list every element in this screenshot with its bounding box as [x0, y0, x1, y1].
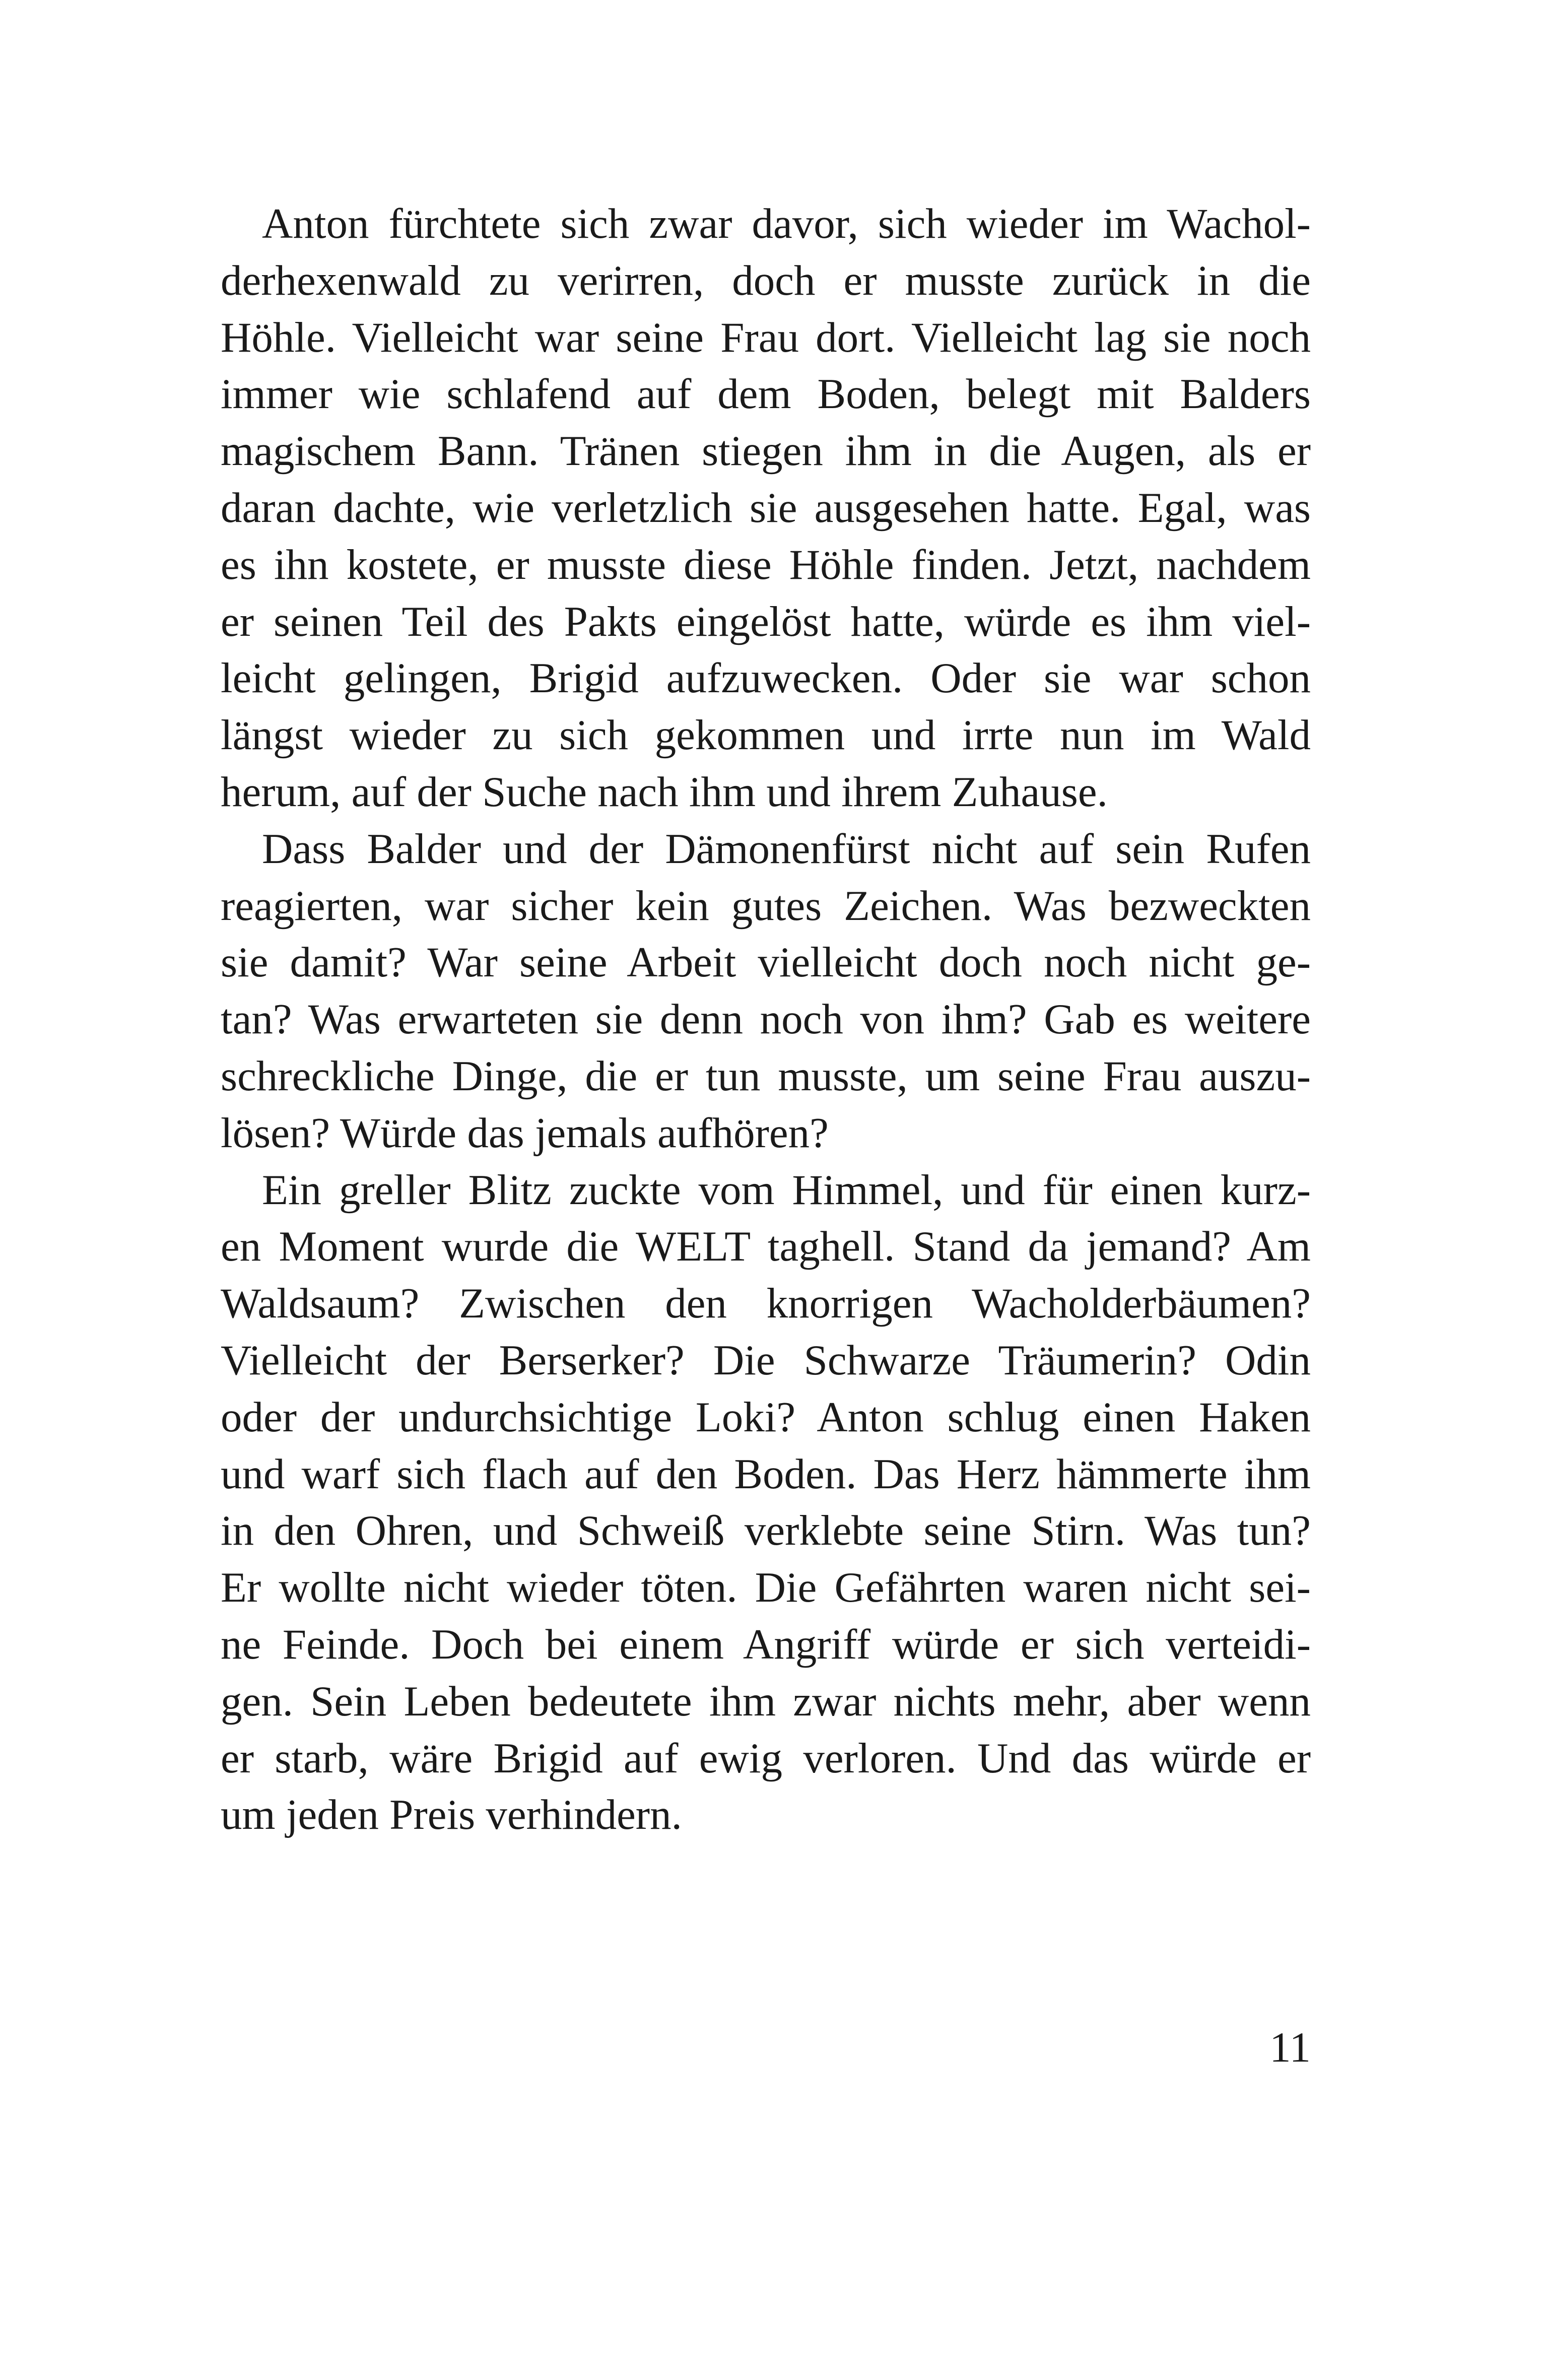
text-line: en Moment wurde die WELT taghell. Stand da jemand? Am [221, 1223, 1311, 1271]
text-line: daran dachte, wie verletzlich sie ausgesehen hatte. Egal, was [221, 484, 1311, 532]
text-line: derhexenwald zu verirren, doch er musste zurück in die [221, 256, 1311, 304]
text-line: schreckliche Dinge, die er tun musste, um seine Frau auszu- [221, 1052, 1311, 1100]
text-line: in den Ohren, und Schweiß verklebte seine Stirn. Was tun? [221, 1507, 1311, 1555]
page-number: 11 [1269, 2024, 1311, 2071]
text-line: immer wie schlafend auf dem Boden, belegt mit Balders [221, 370, 1311, 418]
paragraph-3 [221, 1162, 1311, 1844]
text-line: herum, auf der Suche nach ihm und ihrem Zuhause. [221, 768, 1108, 816]
text-line: magischem Bann. Tränen stiegen ihm in die Augen, als er [221, 427, 1311, 475]
text-line: leicht gelingen, Brigid aufzuwecken. Oder sie war schon [221, 654, 1311, 702]
body-text [221, 195, 1311, 1843]
text-line: lösen? Würde das jemals aufhören? [221, 1109, 829, 1157]
text-line: Dass Balder und der Dämonenfürst nicht auf sein Rufen [262, 825, 1311, 873]
text-line: Er wollte nicht wieder töten. Die Gefährten waren nicht sei- [221, 1564, 1311, 1612]
text-line: längst wieder zu sich gekommen und irrte nun im Wald [221, 711, 1311, 759]
text-line: Waldsaum? Zwischen den knorrigen Wacholderbäumen? [221, 1280, 1311, 1328]
text-line: es ihn kostete, er musste diese Höhle finden. Jetzt, nachdem [221, 541, 1311, 588]
text-line: Ein greller Blitz zuckte vom Himmel, und für einen kurz- [262, 1166, 1311, 1214]
text-line: Anton fürchtete sich zwar davor, sich wieder im Wachol- [262, 200, 1311, 247]
text-line: reagierten, war sicher kein gutes Zeichen. Was bezweckten [221, 882, 1311, 930]
text-line: gen. Sein Leben bedeutete ihm zwar nichts mehr, aber wenn [221, 1677, 1311, 1725]
text-line: und warf sich flach auf den Boden. Das Herz hämmerte ihm [221, 1450, 1311, 1498]
paragraph-1 [221, 195, 1311, 821]
text-line: Vielleicht der Berserker? Die Schwarze Träumerin? Odin [221, 1336, 1311, 1384]
text-line: sie damit? War seine Arbeit vielleicht doch noch nicht ge- [221, 939, 1311, 986]
paragraph-2 [221, 821, 1311, 1162]
text-line: er seinen Teil des Pakts eingelöst hatte, würde es ihm viel- [221, 598, 1311, 645]
text-line: tan? Was erwarteten sie denn noch von ihm? Gab es weitere [221, 996, 1311, 1043]
text-line: oder der undurchsichtige Loki? Anton schlug einen Haken [221, 1393, 1311, 1441]
text-line: Höhle. Vielleicht war seine Frau dort. Vielleicht lag sie noch [221, 313, 1311, 361]
text-line: ne Feinde. Doch bei einem Angriff würde er sich verteidi- [221, 1620, 1311, 1668]
text-line: er starb, wäre Brigid auf ewig verloren. Und das würde er [221, 1734, 1311, 1782]
text-line: um jeden Preis verhindern. [221, 1791, 682, 1839]
